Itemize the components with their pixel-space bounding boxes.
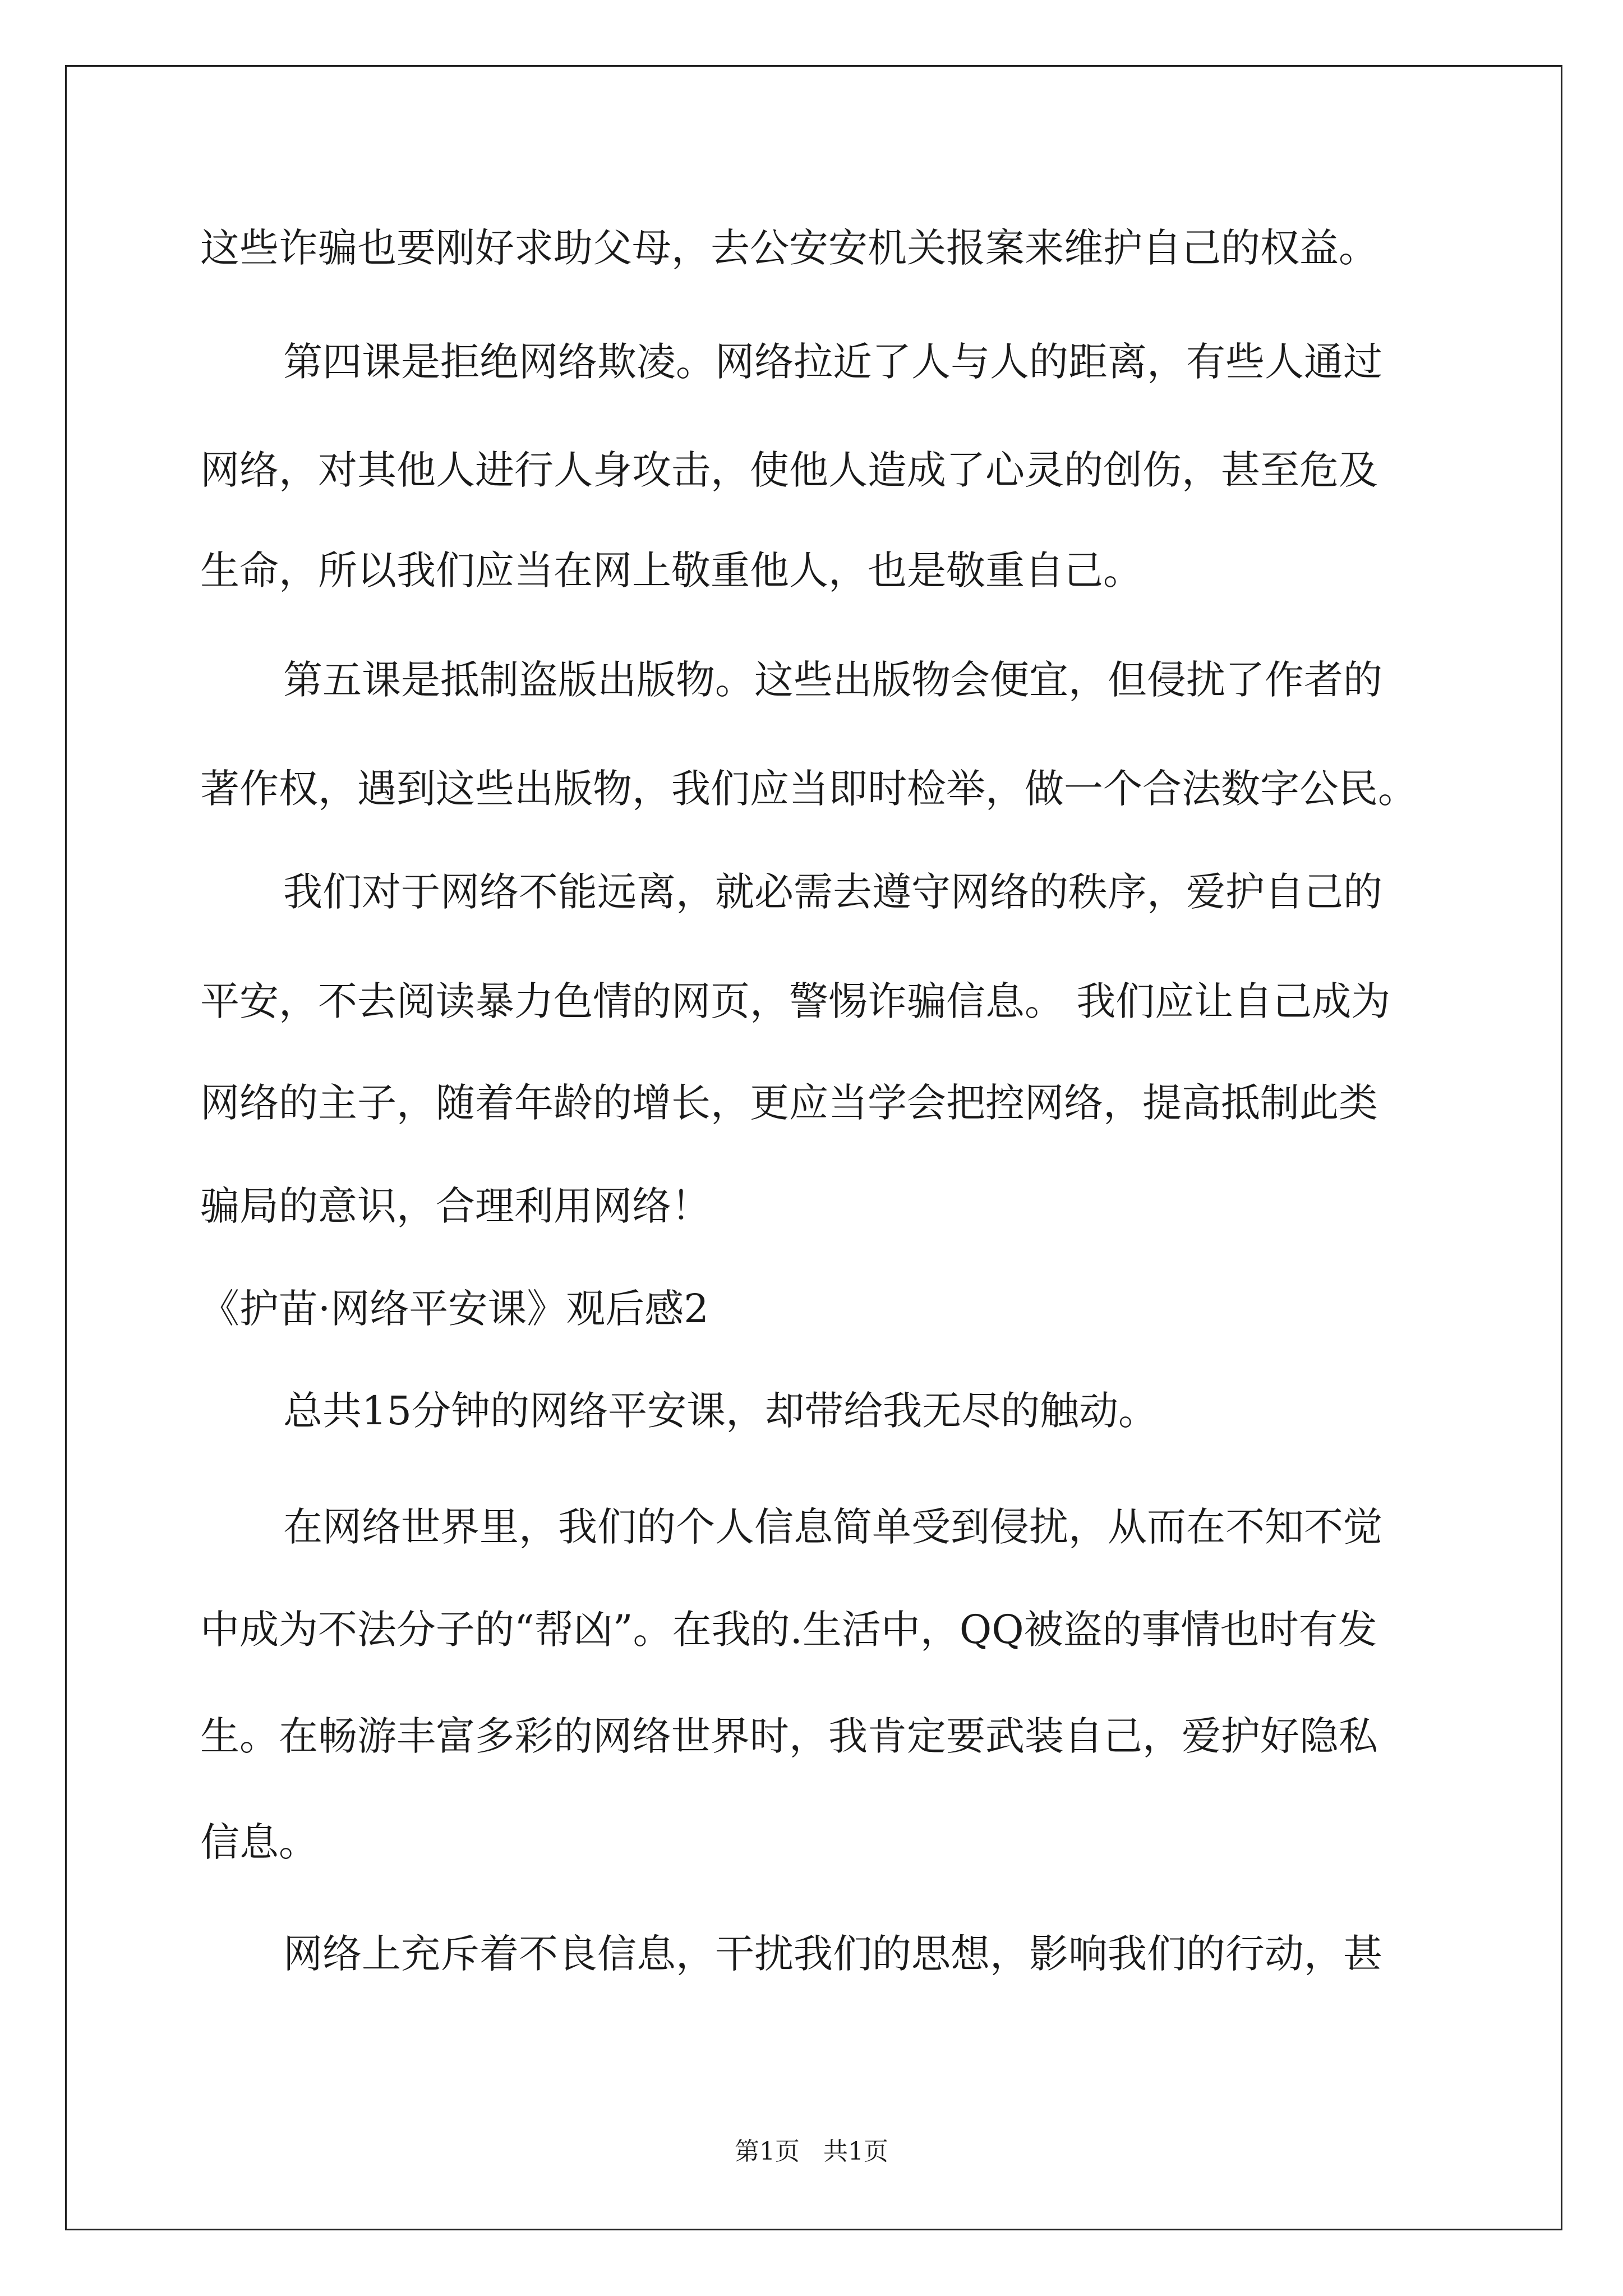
body-line: 中成为不法分子的“帮凶”。在我的.生活中，QQ被盗的事情也时有发 [200, 1607, 1377, 1653]
section-heading: 《护苗·网络平安课》观后感2 [200, 1286, 709, 1332]
paragraph-first-line: 我们对于网络不能远离，就必需去遵守网络的秩序，爱护自己的 [283, 869, 1382, 915]
body-line: 网络，对其他人进行人身攻击，使他人造成了心灵的创伤，甚至危及 [200, 447, 1378, 493]
paragraph-first-line: 第四课是拒绝网络欺凌。网络拉近了人与人的距离，有些人通过 [283, 339, 1382, 385]
page-footer: 第1页 共1页 [735, 2137, 888, 2166]
body-line: 著作权，遇到这些出版物，我们应当即时检举，做一个合法数字公民。 [200, 766, 1417, 812]
paragraph-first-line: 在网络世界里，我们的个人信息简单受到侵扰，从而在不知不觉 [283, 1504, 1382, 1550]
body-line: 信息。 [200, 1819, 318, 1865]
body-line: 骗局的意识，合理利用网络！ [200, 1183, 711, 1229]
paragraph-first-line: 第五课是抵制盗版出版物。这些出版物会便宜，但侵扰了作者的 [283, 657, 1382, 703]
body-line: 网络的主子，随着年龄的增长，更应当学会把控网络，提高抵制此类 [200, 1080, 1378, 1126]
paragraph-first-line: 总共15分钟的网络平安课，却带给我无尽的触动。 [283, 1388, 1158, 1434]
body-line: 平安，不去阅读暴力色情的网页，警惕诈骗信息。 我们应让自己成为 [200, 978, 1391, 1024]
body-line: 生。在畅游丰富多彩的网络世界时，我肯定要武装自己，爱护好隐私 [200, 1713, 1378, 1759]
body-line: 生命，所以我们应当在网上敬重他人，也是敬重自己。 [200, 547, 1142, 593]
paragraph-first-line: 网络上充斥着不良信息，干扰我们的思想，影响我们的行动，甚 [283, 1931, 1382, 1977]
page-border [65, 65, 1562, 2230]
body-line: 这些诈骗也要刚好求助父母，去公安安机关报案来维护自己的权益。 [200, 225, 1378, 271]
